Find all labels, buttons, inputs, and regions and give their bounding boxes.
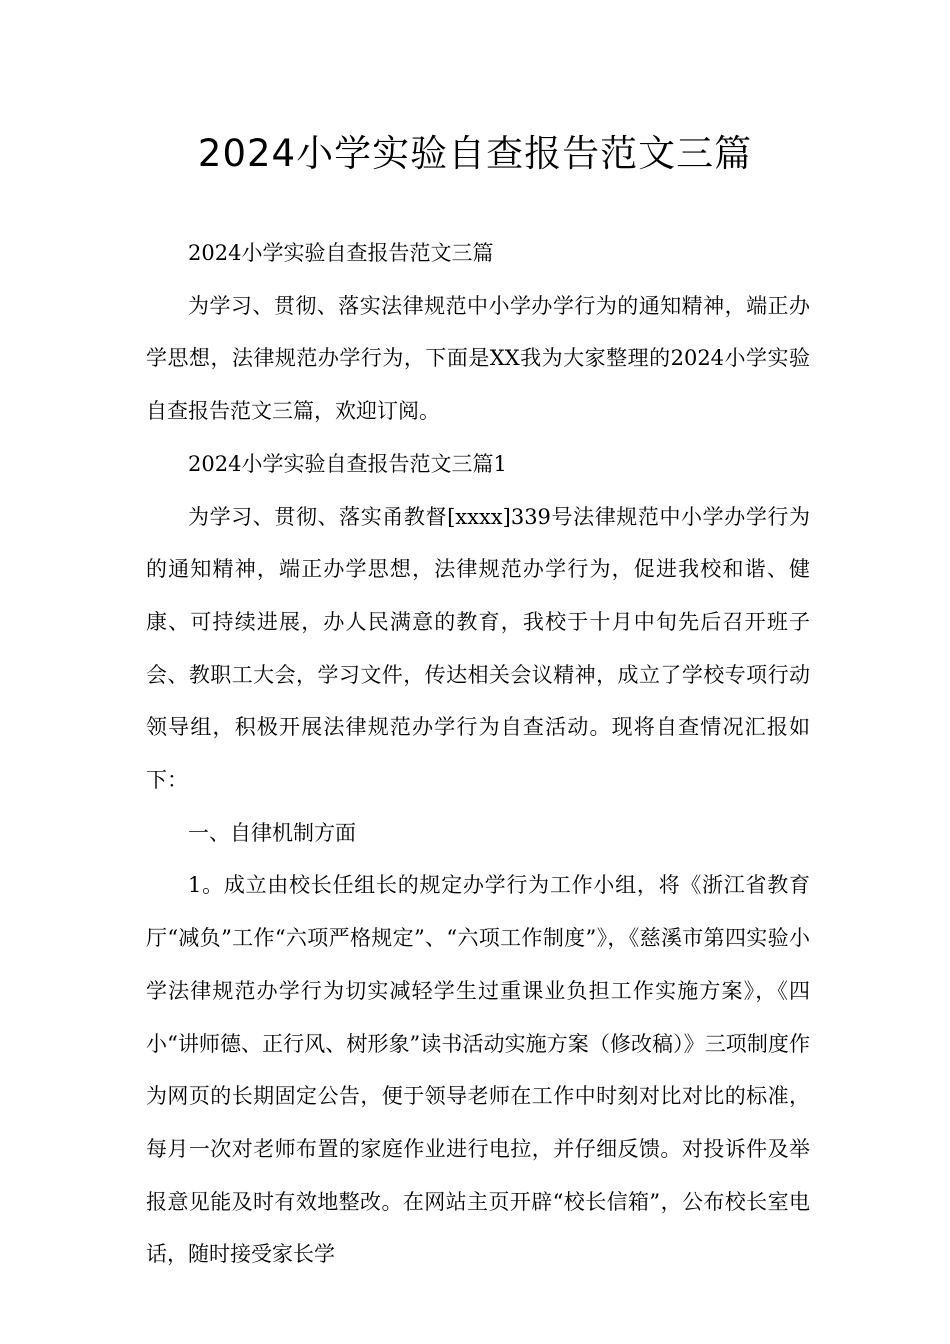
intro-paragraph: 为学习、贯彻、落实法律规范中小学办学行为的通知精神，端正办学思想，法律规范办学行为，下面是XX我为大家整理的2024小学实验自查报告范文三篇，欢迎订阅。 [146,293,810,424]
body-paragraph: 1。成立由校长任组长的规定办学行为工作小组，将《浙江省教育厅“减负”工作“六项严格规定”、“六项工作制度”》，《慈溪市第四实验小学法律规范办学行为切实减轻学生过重课业负担工作实施方案》，《四小“讲师德、正行风、树形象”读书活动实施方案（修改稿）》三项制度作为网页的长期固定公告，便于领导老师在工作中时刻对比对比的标准，每月一次对老师布置的家庭作业进行电拉，并仔细反馈。对投诉件及举报意见能及时有效地整改。在网站主页开辟“校长信箱”，公布校长室电话，随时接受家长学 [146,873,810,1267]
body-paragraph: 为学习、贯彻、落实甬教督[xxxx]339号法律规范中小学办学行为的通知精神，端正办学思想，法律规范办学行为，促进我校和谐、健康、可持续进展，办人民满意的教育，我校于十月中旬先后召开班子会、教职工大会，学习文件，传达相关会议精神，成立了学校专项行动领导组，积极开展法律规范办学行为自查活动。现将自查情况汇报如下： [146,504,810,793]
subtitle-paragraph: 2024小学实验自查报告范文三篇 [188,241,494,265]
section-heading: 2024小学实验自查报告范文三篇1 [188,451,507,476]
subsection-heading: 一、自律机制方面 [188,820,356,845]
document-title: 2024小学实验自查报告范文三篇 [197,132,753,175]
document-body [146,227,810,1281]
